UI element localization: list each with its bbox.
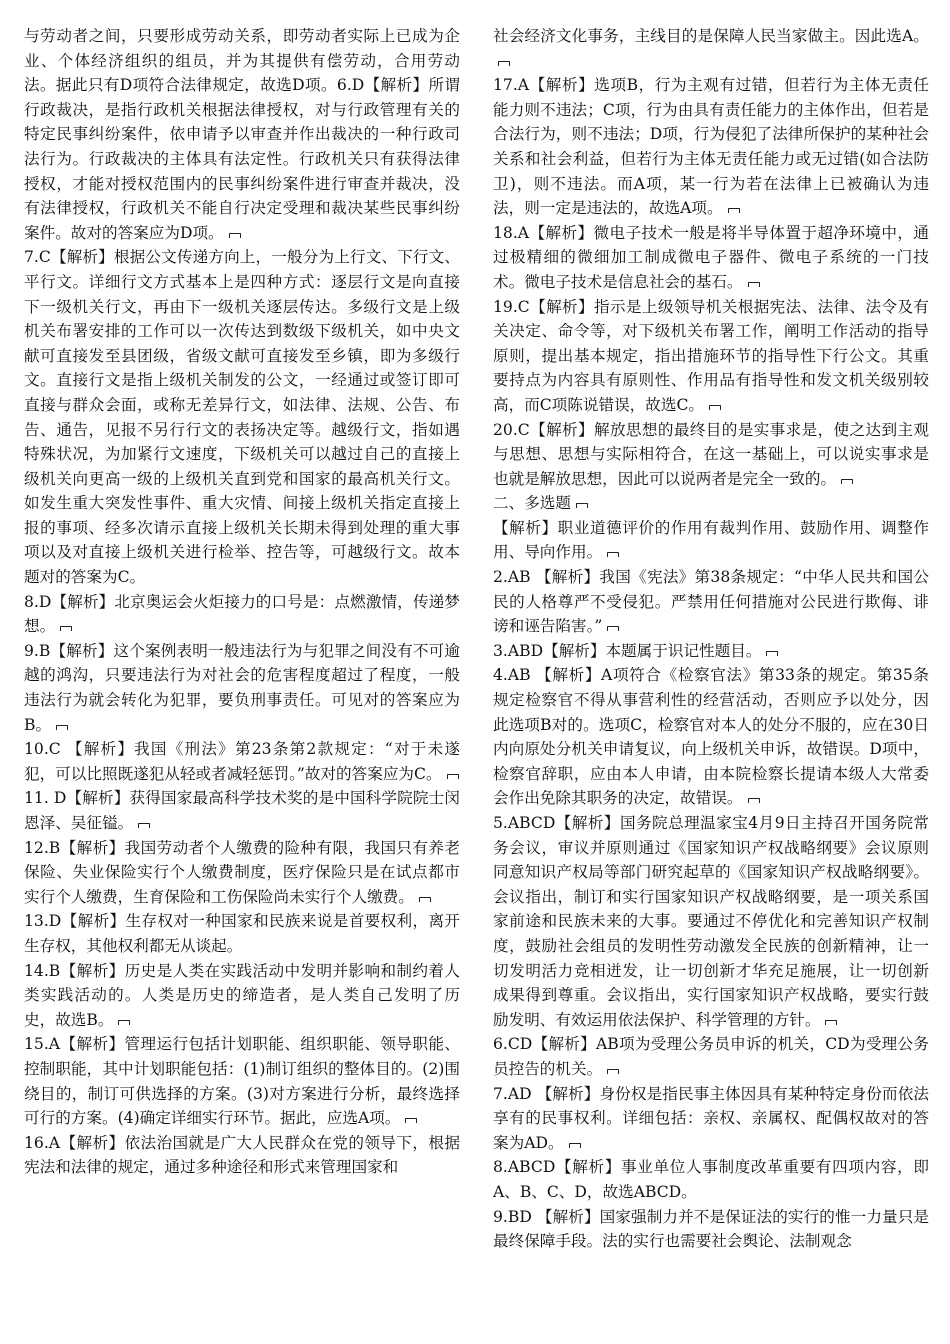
answer-paragraph: 7.AD 【解析】身份权是指民事主体因具有某种特定身份而依法享有的民事权利。详细包括：亲权、亲属权、配偶权故对的答案为AD。	[493, 1084, 929, 1152]
return-mark-icon	[497, 59, 511, 67]
return-mark-icon	[824, 1018, 838, 1026]
answer-paragraph: 18.A【解析】微电子技术一般是将半导体置于超净环境中，通过极精细的微细加工制成微电子器件、微电子系统的一门技术。微电子技术是信息社会的基石。	[493, 223, 929, 291]
answer-paragraph: 【解析】职业道德评价的作用有裁判作用、鼓励作用、调整作用、导向作用。	[493, 518, 929, 562]
answer-paragraph: 社会经济文化事务，主线目的是保障人民当家做主。因此选A。	[493, 24, 929, 73]
return-mark-icon	[606, 550, 620, 558]
return-mark-icon	[708, 403, 722, 411]
answer-paragraph: 3.ABD【解析】本题属于识记性题目。	[493, 639, 929, 664]
return-mark-icon	[606, 1067, 620, 1075]
answer-paragraph: 2.AB 【解析】我国《宪法》第38条规定：“中华人民共和国公民的人格尊严不受侵犯。严禁用任何措施对公民进行欺侮、诽谤和诬告陷害。”	[493, 568, 929, 636]
answer-paragraph: 8.ABCD【解析】事业单位人事制度改革重要有四项内容，即A、B、C、D，故选ABCD。	[493, 1158, 929, 1201]
answer-paragraph: 13.D【解析】生存权对一种国家和民族来说是首要权利，离开生存权，其他权利都无从谈起。	[24, 912, 460, 955]
return-mark-icon	[418, 895, 432, 903]
answer-paragraph: 17.A【解析】选项B，行为主观有过错，但若行为主体无责任能力则不违法；C项，行为由具有责任能力的主体作出，但若是合法行为，则不违法；D项，行为侵犯了法律所保护的某种社会关系和社会利益，但若行为主体无责任能力或无过错(如合法防卫)，则不违法。而A项，某一行为若在法律上已被确认为违法，则一定是违法的，故选A项。	[493, 76, 929, 218]
answer-paragraph: 5.ABCD【解析】国务院总理温家宝4月9日主持召开国务院常务会议，审议并原则通过《国家知识产权战略纲要》会议原则同意知识产权局等部门研究起草的《国家知识产权战略纲要》。会议指出，制订和实行国家知识产权战略纲要，是一项关系国家前途和民族未来的大事。要通过不停优化和完善知识产权制度，鼓励社会组员的发明性劳动激发全民族的创新精神，让一切发明活力竞相迸发，让一切创新才华充足施展，让一切创新成果得到尊重。会议指出，实行国家知识产权战略，要实行鼓励发明、有效运用依法保护、科学管理的方针。	[493, 814, 929, 1029]
return-mark-icon	[228, 231, 242, 239]
return-mark-icon	[59, 624, 73, 632]
return-mark-icon	[404, 1116, 418, 1124]
return-mark-icon	[606, 624, 620, 632]
answer-paragraph: 与劳动者之间，只要形成劳动关系，即劳动者实际上已成为企业、个体经济组织的组员，并为其提供有偿劳动，合用劳动法。据此只有D项符合法律规定，故选D项。6.D【解析】所谓行政裁决，是指行政机关根据法律授权，对与行政管理有关的特定民事纠纷案件，依申请予以审查并作出裁决的一种行政司法行为。行政裁决的主体具有法定性。行政机关只有获得法律授权，才能对授权范围内的民事纠纷案件进行审查并裁决，没有法律授权，行政机关不能自行决定受理和裁决某些民事纠纷案件。故对的答案应为D项。	[24, 27, 460, 242]
section-heading: 二、多选题	[493, 491, 929, 516]
return-mark-icon	[568, 1141, 582, 1149]
return-mark-icon	[137, 821, 151, 829]
answer-paragraph: 7.C【解析】根据公文传递方向上，一般分为上行文、下行文、平行文。详细行文方式基本上是四种方式：逐层行文是向直接下一级机关行文，再由下一级机关逐层传达。多级行文是上级机关布署安排的工作可以一次传达到数级下级机关，如中央文献可直接发至县团级，省级文献可直接发至乡镇，即为多级行文。直接行文是指上级机关制发的公文，一经通过或签订即可直接与群众会面，或称无差异行文，如法律、法规、公告、布告、通告，见报不另行行文的表扬决定等。越级行文，指如遇特殊状况，为加紧行文速度，下级机关可以越过自己的直接上级机关向更高一级的上级机关直到党和国家的最高机关行文。如发生重大突发性事件、重大灾情、间接上级机关指定直接上报的事项、经多次请示直接上级机关长期未得到处理的重大事项以及对直接上级机关进行检举、控告等，可越级行文。故本题对的答案为C。	[24, 248, 460, 587]
answer-paragraph: 15.A【解析】管理运行包括计划职能、组织职能、领导职能、控制职能，其中计划职能包括：(1)制订组织的整体目的。(2)围绕目的，制订可供选择的方案。(3)对方案进行分析，最终选择可行的方案。(4)确定详细实行环节。据此，应选A项。	[24, 1035, 460, 1128]
answer-paragraph: 11. D【解析】获得国家最高科学技术奖的是中国科学院院士闵恩泽、吴征镒。	[24, 789, 460, 832]
answer-paragraph: 12.B【解析】我国劳动者个人缴费的险种有限，我国只有养老保险、失业保险实行个人缴费制度，医疗保险只是在试点都市实行个人缴费，生育保险和工伤保险尚未实行个人缴费。	[24, 838, 460, 906]
answer-paragraph: 9.BD 【解析】国家强制力并不是保证法的实行的惟一力量只是最终保障手段。法的实行也需要社会舆论、法制观念	[493, 1207, 929, 1251]
answer-paragraph: 14.B【解析】历史是人类在实践活动中发明并影响和制约着人类实践活动的。人类是历史的缔造者，是人类自己发明了历史，故选B。	[24, 961, 460, 1029]
return-mark-icon	[747, 796, 761, 804]
return-mark-icon	[727, 206, 741, 214]
left-column	[24, 24, 460, 1334]
return-mark-icon	[55, 723, 69, 731]
return-mark-icon	[765, 649, 779, 657]
return-mark-icon	[117, 1018, 131, 1026]
answer-paragraph: 20.C【解析】解放思想的最终目的是实事求是，使之达到主观与思想、思想与实际相符合，在这一基础上，可以说实事求是也就是解放思想，因此可以说两者是完全一致的。	[493, 420, 929, 488]
answer-paragraph: 6.CD【解析】AB项为受理公务员申诉的机关，CD为受理公务员控告的机关。	[493, 1035, 929, 1078]
answer-paragraph: 4.AB 【解析】A项符合《检察官法》第33条的规定。第35条规定检察官不得从事营利性的经营活动，否则应予以处分，因此选项B对的。选项C，检察官对本人的处分不服的，应在30日内向原处分机关申请复议，向上级机关申诉，故错误。D项中，检察官辞职，应由本人申请，由本院检察长提请本级人大常委会作出免除其职务的决定，故错误。	[493, 666, 929, 808]
answer-paragraph: 10.C 【解析】我国《刑法》第23条第2款规定：“对于未遂犯，可以比照既遂犯从轻或者减轻惩罚。”故对的答案应为C。	[24, 740, 460, 783]
answer-paragraph: 19.C【解析】指示是上级领导机关根据宪法、法律、法令及有关决定、命令等，对下级机关布署工作，阐明工作活动的指导原则，提出基本规定，指出措施环节的指导性下行公文。其重要持点为内容具有原则性、作用品有指导性和发文机关级别较高，而C项陈说错误，故选C。	[493, 297, 929, 414]
return-mark-icon	[747, 280, 761, 288]
answer-paragraph: 16.A【解析】依法治国就是广大人民群众在党的领导下，根据宪法和法律的规定，通过多种途径和形式来管理国家和	[24, 1133, 460, 1177]
answer-paragraph: 8.D【解析】北京奥运会火炬接力的口号是：点燃激情，传递梦想。	[24, 592, 460, 636]
return-mark-icon	[446, 772, 460, 780]
answer-paragraph: 9.B【解析】这个案例表明一般违法行为与犯罪之间没有不可逾越的鸿沟，只要违法行为对社会的危害程度超过了程度，一般违法行为就会转化为犯罪，要负刑事责任。可见对的答案应为B。	[24, 641, 460, 734]
return-mark-icon	[840, 477, 854, 485]
return-mark-icon	[575, 501, 589, 509]
right-column	[493, 24, 929, 1334]
